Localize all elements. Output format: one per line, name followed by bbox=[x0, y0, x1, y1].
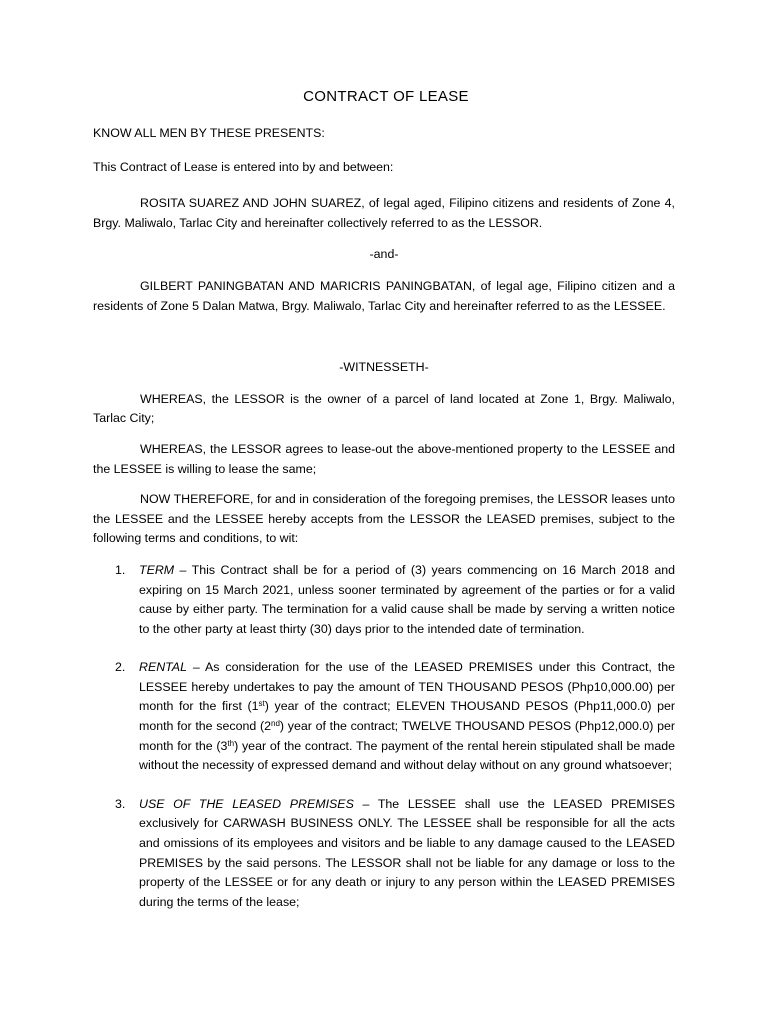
term-text: ) year of the contract; ELEVEN THOUSAND PESOS (Php11,000.0) per month for the second (2 bbox=[139, 699, 675, 734]
list-item bbox=[93, 795, 675, 913]
term-heading: RENTAL bbox=[139, 660, 187, 675]
whereas-paragraph-1: WHEREAS, the LESSOR is the owner of a parcel of land located at Zone 1, Brgy. Maliwalo, Tarlac City; bbox=[93, 391, 675, 426]
terms-list bbox=[93, 561, 675, 913]
term-number: 3. bbox=[115, 796, 126, 811]
intro-paragraph: This Contract of Lease is entered into by and between: bbox=[93, 159, 394, 174]
term-number: 2. bbox=[115, 660, 126, 675]
ordinal-suffix: nd bbox=[271, 719, 280, 729]
term-text: – The LESSEE shall use the LEASED PREMISES exclusively for CARWASH BUSINESS ONLY. The LESSEE shall be responsible for all the acts and omissions of its employees and visitors and be liable to any damage caused to the LEASED PREMISES by the said persons. The LESSOR shall not be liable for any damage or loss to the property of the LESSEE or for any death or injury to any person within the LEASED PREMISES during the terms of the lease; bbox=[139, 796, 675, 909]
term-text: ) year of the contract; TWELVE THOUSAND PESOS (Php12,000.0) per month for the (3 bbox=[139, 719, 675, 753]
list-item bbox=[93, 658, 675, 776]
and-separator: -and- bbox=[369, 247, 399, 262]
term-text: – This Contract shall be for a period of (3) years commencing on 16 March 2018 and expiring on 15 March 2021, unless sooner terminated by agreement of the parties or for a valid cause by either party. The termination for a valid cause shall be made by serving a written notice to the other party at least thirty (30) days prior to the intended date of termination. bbox=[139, 562, 675, 636]
witnesseth-heading: -WITNESSETH- bbox=[339, 360, 429, 375]
term-text: – As consideration for the use of the LEASED PREMISES under this Contract, the LESSEE hereby undertakes to pay the amount of TEN THOUSAND PESOS (Php10,000.00) per month for the first (1 bbox=[139, 660, 675, 714]
term-heading: USE OF THE LEASED PREMISES bbox=[139, 796, 354, 811]
term-text: ) year of the contract. The payment of the rental herein stipulated shall be made without the necessity of expressed demand and without delay without on any ground whatsoever; bbox=[139, 738, 675, 773]
now-therefore-paragraph: NOW THEREFORE, for and in consideration of the foregoing premises, the LESSOR leases unto the LESSEE and the LESSEE hereby accepts from the LESSOR the LEASED premises, subject to the following terms and conditions, to wit: bbox=[93, 492, 675, 546]
term-number: 1. bbox=[115, 562, 126, 577]
whereas-paragraph-2: WHEREAS, the LESSOR agrees to lease-out the above-mentioned property to the LESSEE and the LESSEE is willing to lease the same; bbox=[93, 441, 675, 476]
list-item bbox=[93, 561, 675, 639]
salutation: KNOW ALL MEN BY THESE PRESENTS: bbox=[93, 126, 325, 140]
ordinal-suffix: st bbox=[258, 699, 265, 709]
term-paragraph bbox=[139, 658, 675, 776]
term-paragraph bbox=[139, 561, 675, 639]
ordinal-suffix: th bbox=[227, 738, 235, 748]
term-paragraph bbox=[139, 795, 675, 913]
lessee-party-paragraph: GILBERT PANINGBATAN AND MARICRIS PANINGBATAN, of legal age, Filipino citizen and a residents of Zone 5 Dalan Matwa, Brgy. Maliwalo, Tarlac City and hereinafter referred to as the LESSEE. bbox=[93, 278, 675, 313]
lessor-party-paragraph: ROSITA SUAREZ AND JOHN SUAREZ, of legal aged, Filipino citizens and residents of Zone 4, Brgy. Maliwalo, Tarlac City and hereinafter collectively referred to as the LESSOR. bbox=[93, 196, 675, 230]
term-heading: TERM bbox=[139, 562, 175, 577]
document-title: CONTRACT OF LEASE bbox=[303, 88, 469, 105]
